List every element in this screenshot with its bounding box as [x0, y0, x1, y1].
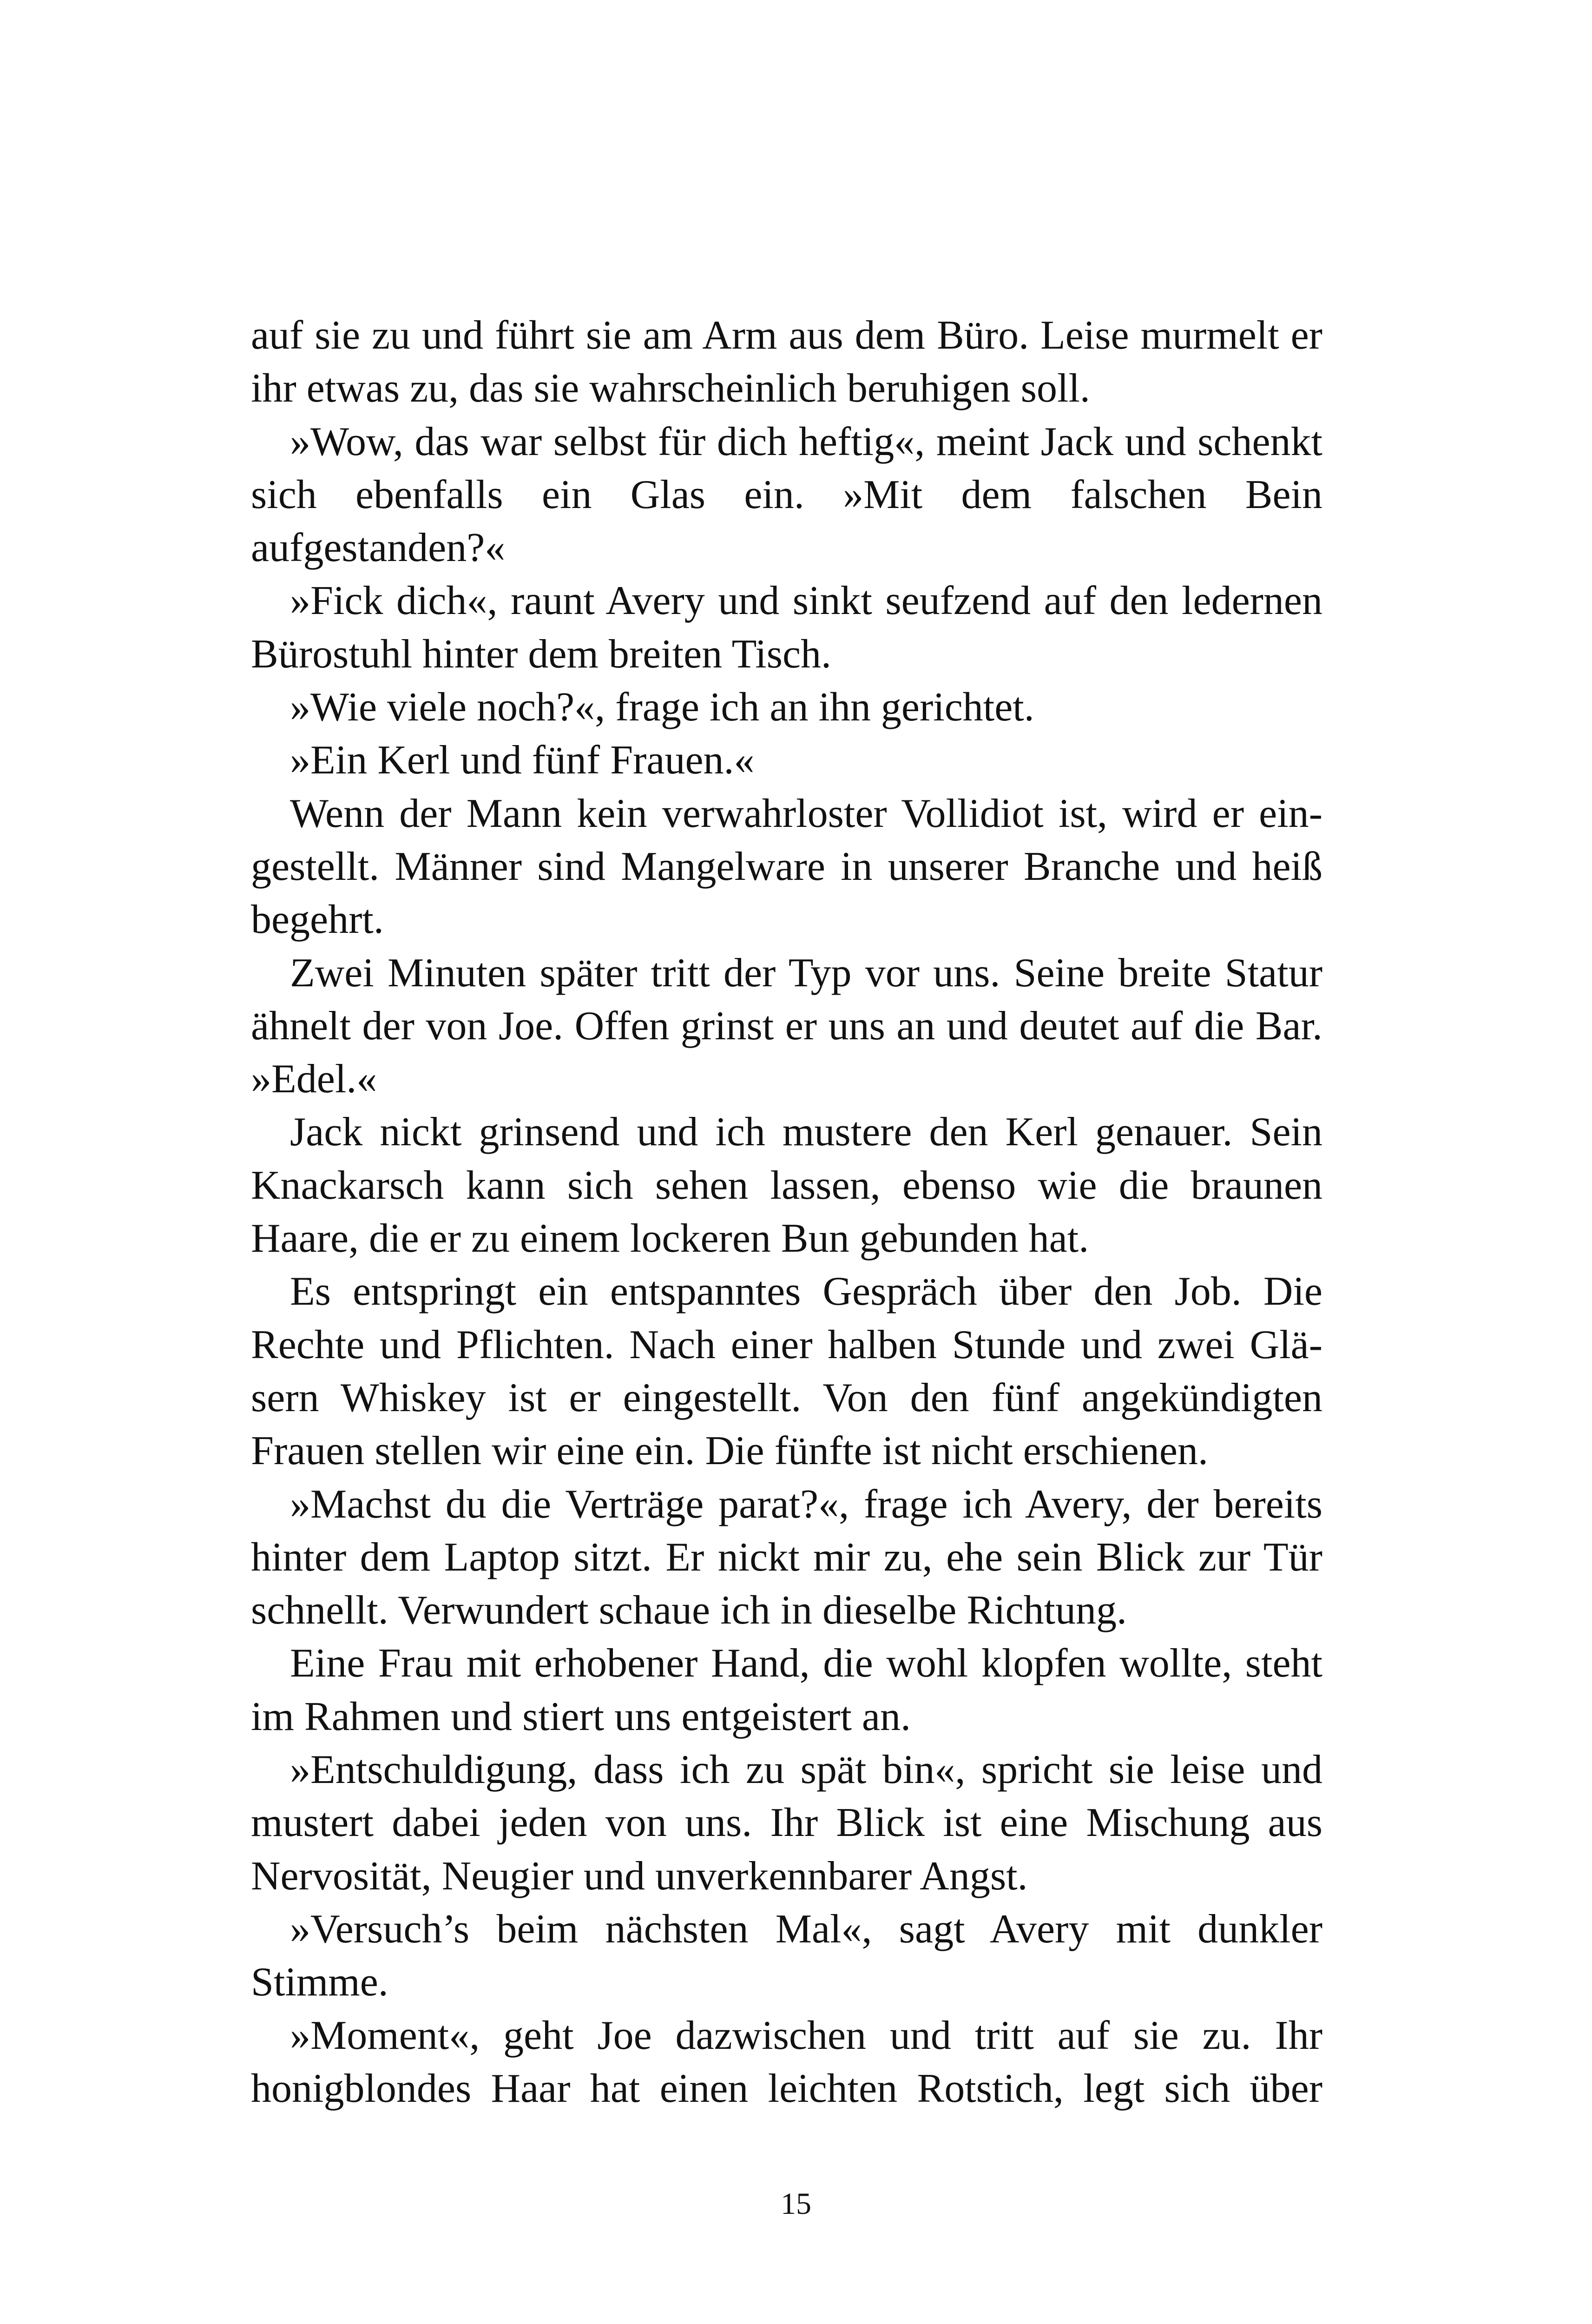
- paragraph: »Fick dich«, raunt Avery und sinkt seufzend auf den ledernen Bürostuhl hinter dem breiten Tisch.: [251, 578, 1322, 677]
- paragraph: auf sie zu und führt sie am Arm aus dem Büro. Leise murmelt er ihr etwas zu, das sie wahrscheinlich beruhigen soll.: [251, 313, 1322, 411]
- paragraph: Eine Frau mit erhobener Hand, die wohl klopfen wollte, steht im Rahmen und stiert uns entgeistert an.: [251, 1641, 1322, 1739]
- paragraph: »Versuch’s beim nächsten Mal«, sagt Avery mit dunkler Stimme.: [251, 1906, 1322, 2005]
- body-text: [251, 309, 1322, 2115]
- paragraph: »Moment«, geht Joe dazwischen und tritt auf sie zu. Ihr honigblondes Haar hat einen leichten Rotstich, legt sich über: [251, 2013, 1322, 2111]
- paragraph: »Ein Kerl und fünf Frauen.«: [290, 738, 755, 783]
- paragraph: Es entspringt ein entspanntes Gespräch über den Job. Die Rechte und Pflichten. Nach einer halben Stunde und zwei Gläsern Whiskey ist er eingestellt. Von den fünf angekündigten Frauen stellen wir eine ein. Die fünfte ist nicht erschienen.: [251, 1269, 1322, 1474]
- paragraph: Wenn der Mann kein verwahrloster Vollidiot ist, wird er eingestellt. Männer sind Mangelware in unserer Branche und heiß begehrt.: [251, 791, 1322, 943]
- paragraph: »Machst du die Verträge parat?«, frage ich Avery, der bereits hinter dem Laptop sitzt. Er nickt mir zu, ehe sein Blick zur Tür schnellt. Verwundert schaue ich in dieselbe Richtung.: [251, 1481, 1322, 1633]
- paragraph: »Wie viele noch?«, frage ich an ihn gerichtet.: [290, 685, 1034, 730]
- page-number: 15: [781, 2187, 811, 2221]
- paragraph: »Wow, das war selbst für dich heftig«, meint Jack und schenkt sich ebenfalls ein Glas ein. »Mit dem falschen Bein aufgestanden?«: [251, 419, 1322, 571]
- paragraph: Zwei Minuten später tritt der Typ vor uns. Seine breite Statur ähnelt der von Joe. Offen grinst er uns an und deutet auf die Bar. »Edel.«: [251, 950, 1322, 1102]
- paragraph: »Entschuldigung, dass ich zu spät bin«, spricht sie leise und mustert dabei jeden von uns. Ihr Blick ist eine Mischung aus Nervosität, Neugier und unverkennbarer Angst.: [251, 1747, 1322, 1899]
- paragraph: Jack nickt grinsend und ich mustere den Kerl genauer. Sein Knackarsch kann sich sehen lassen, ebenso wie die braunen Haare, die er zu einem lockeren Bun gebunden hat.: [251, 1109, 1322, 1261]
